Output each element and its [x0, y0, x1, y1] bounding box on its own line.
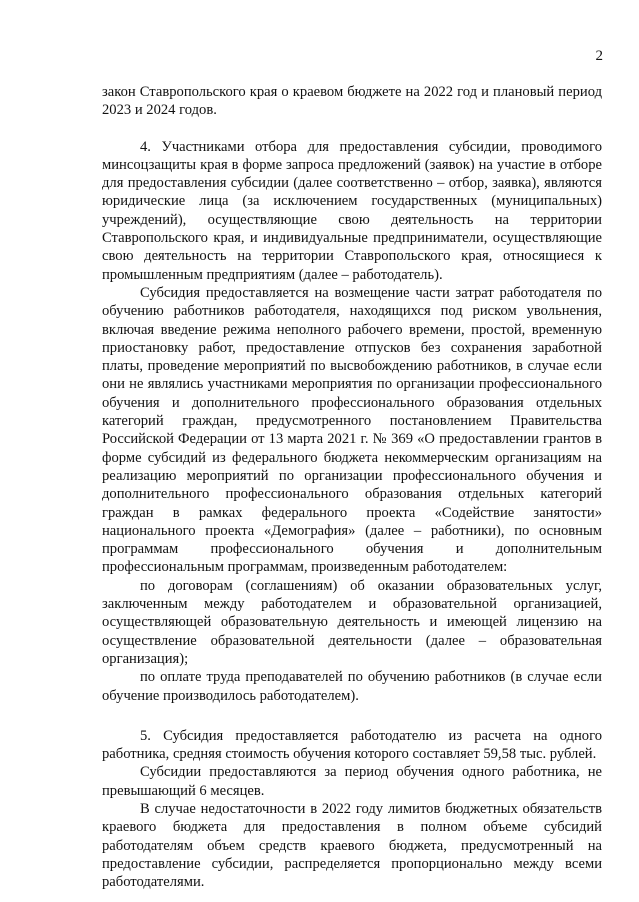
- paragraph-education-contracts: по договорам (соглашениям) об оказании образовательных услуг, заключенным между работодателем и образовательной организацией, осуществляющей образовательную деятельность и имеющей лицензию на осуществление образовательной деятельности (далее – образовательная организация);: [102, 577, 602, 667]
- paragraph-item-4-participants: 4. Участниками отбора для предоставления субсидии, проводимого минсоцзащиты края в форме запроса предложений (заявок) на участие в отборе для предоставления субсидии (далее соответственно – отбор, заявка), являются юридические лица (за исключением государственных (муниципальных) учреждений), осуществляющие свою деятельность на территории Ставропольского края, и индивидуальные предприниматели, осуществляющие свою деятельность на территории Ставропольского края, относящиеся к промышленным предприятиям (далее – работодатель).: [102, 138, 602, 283]
- paragraph-item-5-calculation: 5. Субсидия предоставляется работодателю из расчета на одного работника, средняя стоимость обучения которого составляет 59,58 тыс. рублей.: [102, 727, 602, 763]
- document-body: [102, 83, 602, 891]
- paragraph-budget-law-continuation: закон Ставропольского края о краевом бюджете на 2022 год и плановый период 2023 и 2024 годов.: [102, 84, 602, 119]
- paragraph-teacher-payment: по оплате труда преподавателей по обучению работников (в случае если обучение производилось работодателем).: [102, 669, 602, 704]
- paragraph-subsidy-purpose: Субсидия предоставляется на возмещение части затрат работодателя по обучению работников работодателя, находящихся под риском увольнения, включая введение режима неполного рабочего времени, простой, временную приостановку работ, предоставление отпусков без сохранения заработной платы, проведение мероприятий по высвобождению работников, в случае если они не являлись участниками мероприятия по организации профессионального обучения и дополнительного профессионального образования отдельных категорий граждан, предусмотренного постановлением Правительства Российской Федерации от 13 марта 2021 г. № 369 «О предоставлении грантов в форме субсидий из федерального бюджета некоммерческим организациям на реализацию мероприятий по организации профессионального обучения и дополнительного профессионального образования отдельных категорий граждан в рамках федерального проекта «Содействие занятости» национального проекта «Демография» (далее – работники), по основным программам профессионального обучения и дополнительным профессиональным программам, произведенным работодателем:: [102, 284, 602, 576]
- paragraph-training-period: Субсидии предоставляются за период обучения одного работника, не превышающий 6 месяцев.: [102, 764, 602, 799]
- page-number: 2: [595, 48, 603, 64]
- paragraph-budget-distribution: В случае недостаточности в 2022 году лимитов бюджетных обязательств краевого бюджета для предоставления в полном объеме субсидий работодателям объем средств краевого бюджета, предусмотренный на предоставление субсидии, распределяется пропорционально между всеми работодателями.: [102, 800, 602, 891]
